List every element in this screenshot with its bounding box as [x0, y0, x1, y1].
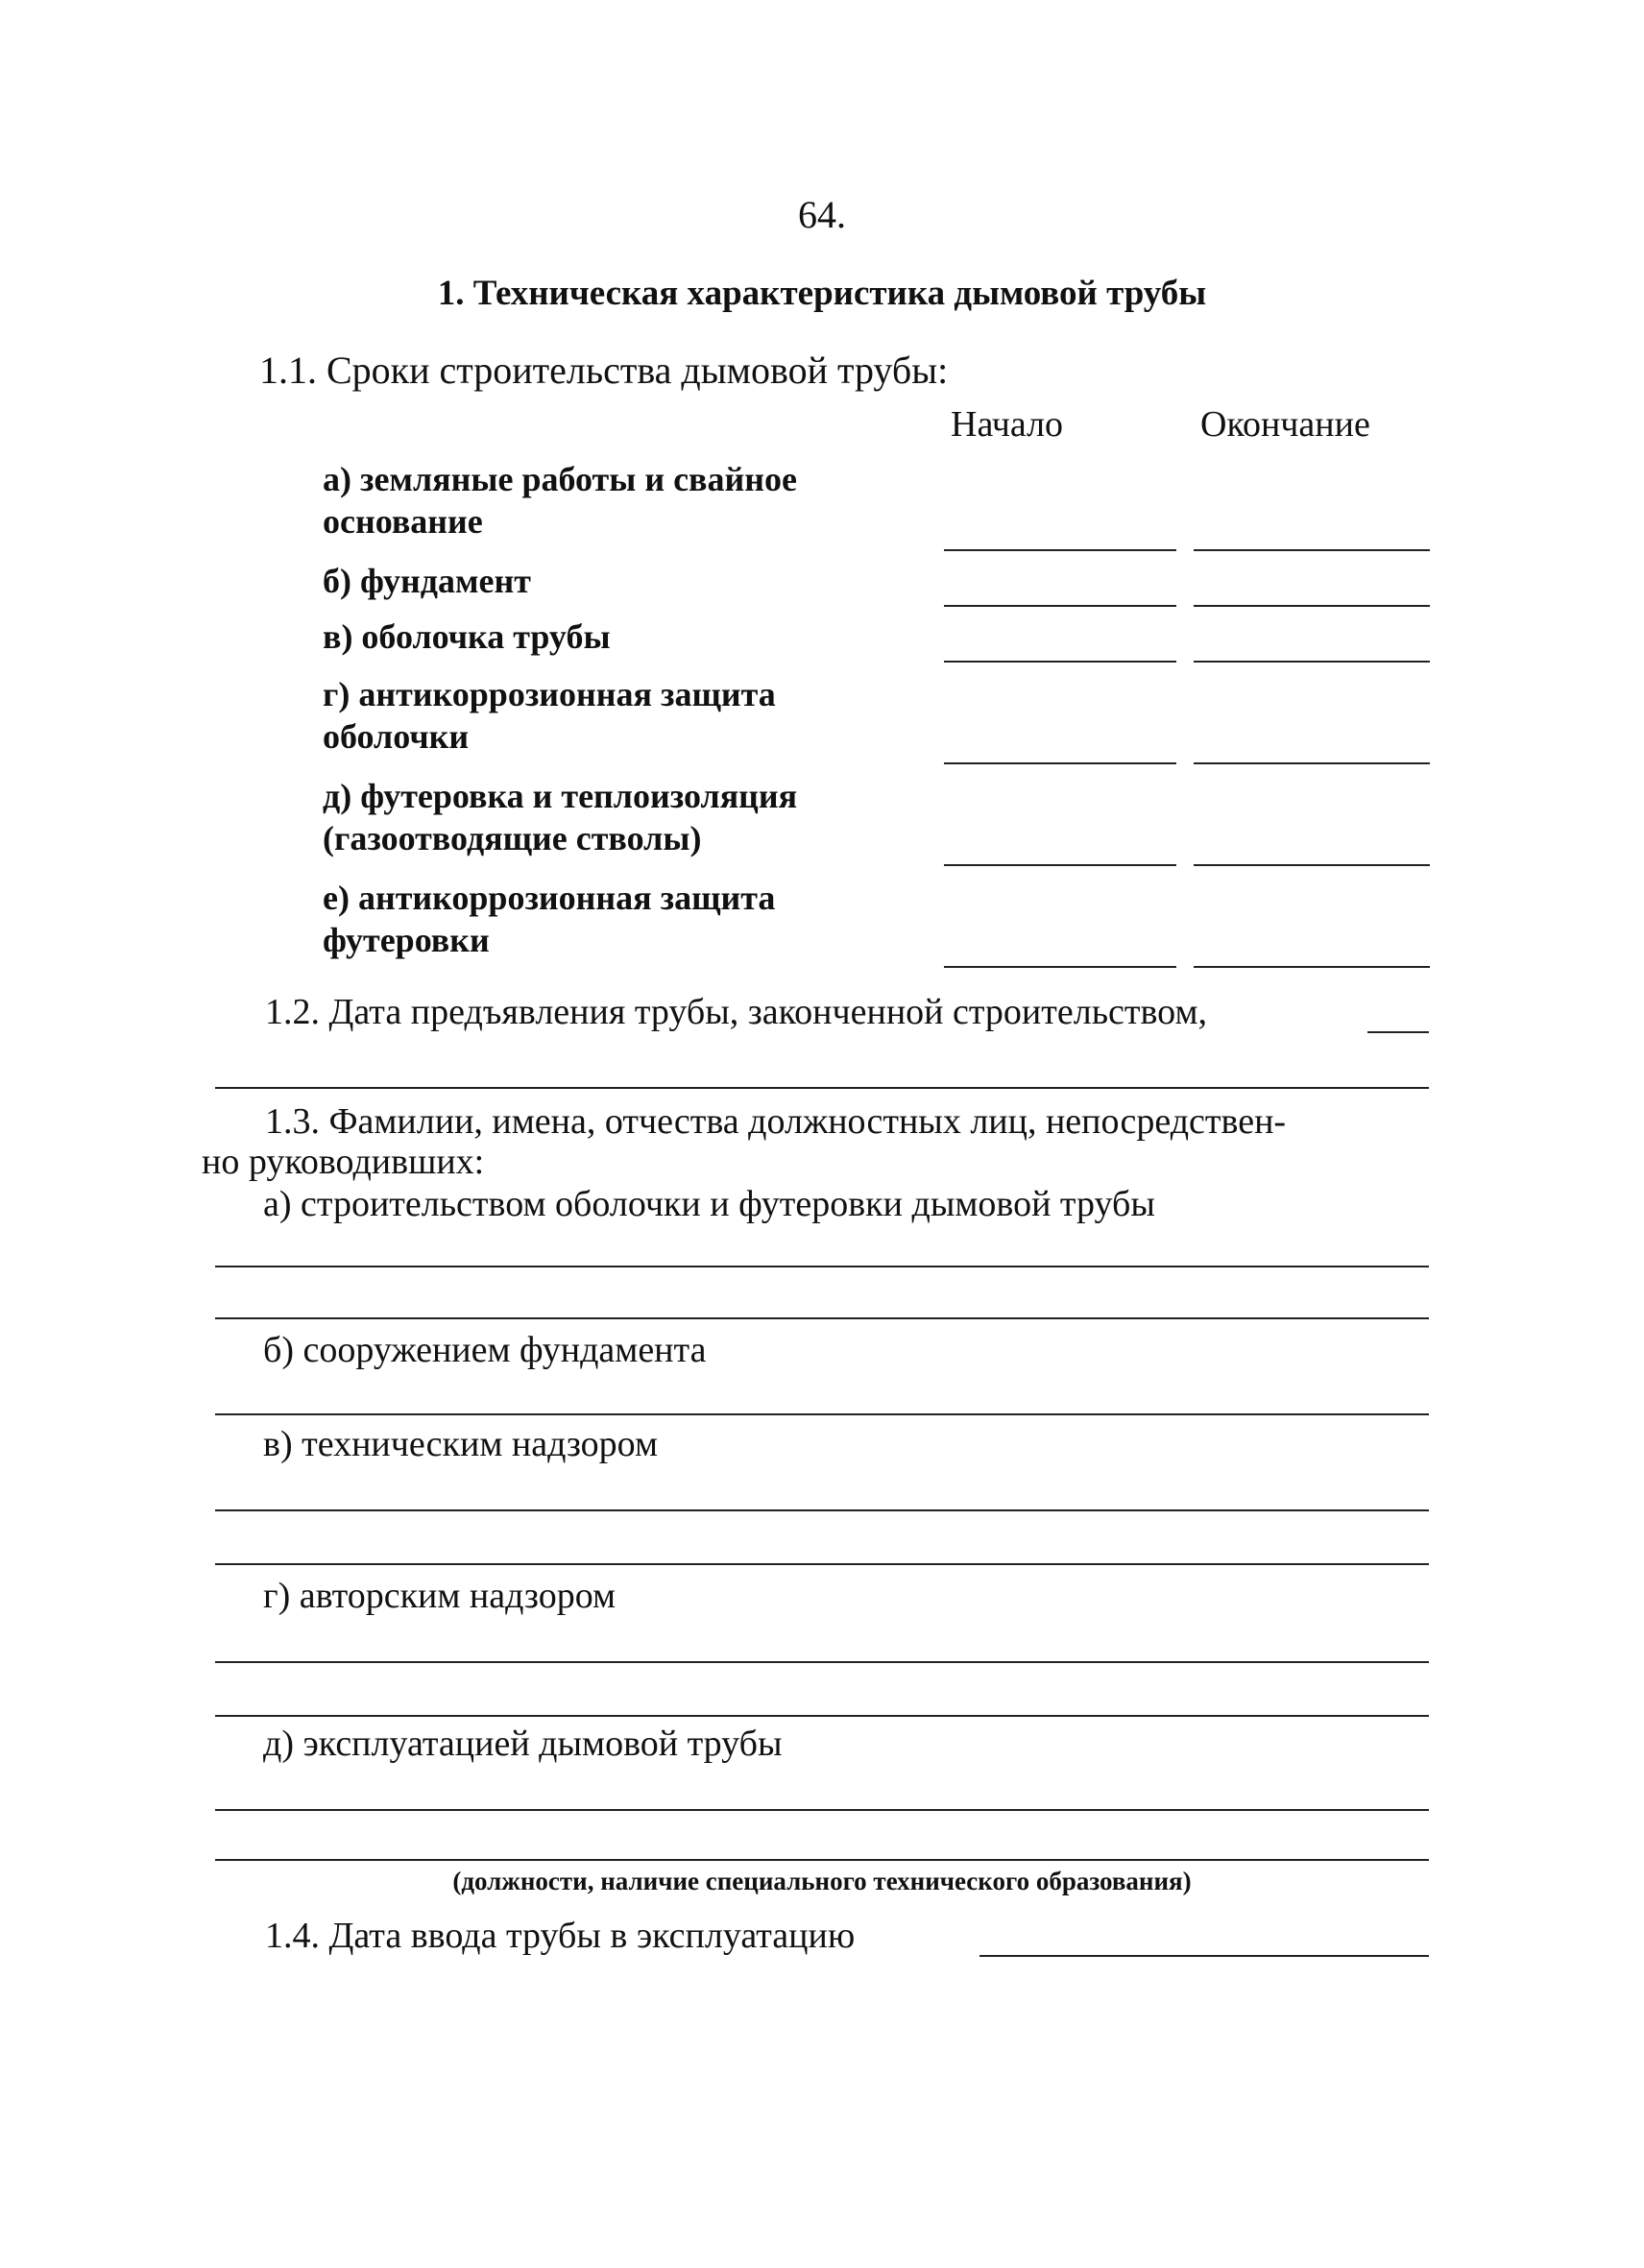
item-a-label-cont: основание [323, 502, 483, 541]
item-g-label-cont: оболочки [323, 717, 470, 756]
officials-v-line-2[interactable] [215, 1563, 1429, 1565]
officials-g-line-2[interactable] [215, 1715, 1429, 1717]
item-b-start-line[interactable] [944, 605, 1176, 607]
officials-d-label: д) эксплуатацией дымовой трубы [263, 1724, 783, 1764]
item-d-label-cont: (газоотводящие стволы) [323, 819, 702, 857]
item-e-start-line[interactable] [944, 966, 1176, 968]
officials-a-label: а) строительством оболочки и футеровки дымовой трубы [263, 1184, 1155, 1224]
officials-v-line-1[interactable] [215, 1509, 1429, 1511]
item-d-label: д) футеровка и теплоизоляция [323, 777, 798, 815]
section-1-1-heading: 1.1. Сроки строительства дымовой трубы: [259, 349, 949, 392]
officials-g-label: г) авторским надзором [263, 1576, 616, 1616]
item-d-end-line[interactable] [1194, 864, 1430, 866]
officials-a-line-2[interactable] [215, 1317, 1429, 1319]
officials-b-label: б) сооружением фундамента [263, 1330, 707, 1370]
officials-a-line-1[interactable] [215, 1266, 1429, 1267]
section-title: 1. Техническая характеристика дымовой трубы [437, 274, 1207, 313]
officials-d-line-2[interactable] [215, 1859, 1429, 1861]
item-g-end-line[interactable] [1194, 762, 1430, 764]
page-number: 64. [798, 193, 846, 236]
date-submitted-line-2[interactable] [215, 1087, 1429, 1089]
item-a-start-line[interactable] [944, 549, 1176, 551]
commissioning-date-line[interactable] [979, 1955, 1429, 1957]
section-1-4-text: 1.4. Дата ввода трубы в эксплуатацию [265, 1916, 856, 1956]
item-b-label: б) фундамент [323, 562, 531, 600]
item-b-end-line[interactable] [1194, 605, 1430, 607]
item-e-end-line[interactable] [1194, 966, 1430, 968]
item-v-label: в) оболочка трубы [323, 617, 611, 656]
officials-b-line[interactable] [215, 1413, 1429, 1415]
date-submitted-line[interactable] [1367, 1031, 1429, 1033]
item-g-start-line[interactable] [944, 762, 1176, 764]
officials-g-line-1[interactable] [215, 1661, 1429, 1663]
item-e-label: е) антикоррозионная защита [323, 879, 776, 917]
column-end-header: Окончание [1200, 404, 1370, 445]
item-e-label-cont: футеровки [323, 921, 490, 959]
officials-v-label: в) техническим надзором [263, 1424, 658, 1464]
section-1-3-text-cont: но руководивших: [202, 1142, 485, 1182]
item-a-label: а) земляные работы и свайное [323, 460, 797, 498]
section-1-2-text: 1.2. Дата предъявления трубы, законченной строительством, [265, 992, 1208, 1032]
item-d-start-line[interactable] [944, 864, 1176, 866]
positions-note: (должности, наличие специального технического образования) [452, 1867, 1192, 1895]
column-start-header: Начало [951, 404, 1064, 445]
officials-d-line-1[interactable] [215, 1809, 1429, 1811]
item-a-end-line[interactable] [1194, 549, 1430, 551]
item-v-end-line[interactable] [1194, 661, 1430, 663]
item-v-start-line[interactable] [944, 661, 1176, 663]
item-g-label: г) антикоррозионная защита [323, 675, 776, 713]
section-1-3-text: 1.3. Фамилии, имена, отчества должностных лиц, непосредствен- [265, 1101, 1287, 1142]
